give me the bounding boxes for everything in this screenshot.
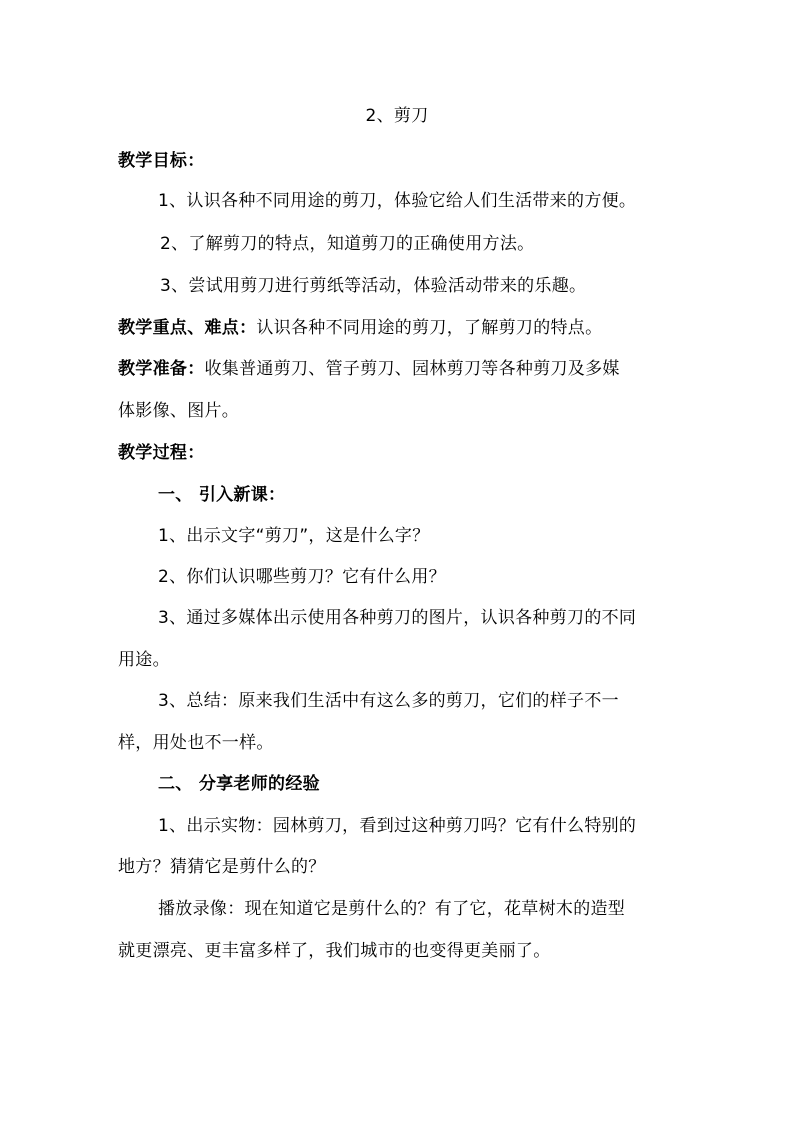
section2-item-continued: 就更漂亮、更丰富多样了，我们城市的也变得更美丽了。 xyxy=(118,941,551,961)
objective-item: 2、了解剪刀的特点，知道剪刀的正确使用方法。 xyxy=(160,234,535,254)
keypoints-label: 教学重点、难点： xyxy=(118,318,257,338)
section1-item: 1、出示文字“剪刀”，这是什么字？ xyxy=(158,526,430,546)
section2-item: 播放录像：现在知道它是剪什么的？有了它，花草树木的造型 xyxy=(158,899,626,919)
section1-heading: 一、 引入新课： xyxy=(158,485,286,505)
section1-item-continued: 样，用处也不一样。 xyxy=(118,733,274,753)
keypoints-text: 认识各种不同用途的剪刀，了解剪刀的特点。 xyxy=(256,318,603,338)
section1-item: 2、你们认识哪些剪刀？它有什么用？ xyxy=(158,567,446,587)
prep-label: 教学准备： xyxy=(118,359,205,379)
document-title: 2、剪刀 xyxy=(365,106,429,126)
section1-item: 3、总结：原来我们生活中有这么多的剪刀，它们的样子不一 xyxy=(158,691,619,711)
section2-item: 1、出示实物：园林剪刀，看到过这种剪刀吗？它有什么特别的 xyxy=(158,816,637,836)
objectives-heading: 教学目标： xyxy=(118,151,205,171)
section1-item: 3、通过多媒体出示使用各种剪刀的图片，认识各种剪刀的不同 xyxy=(158,608,637,628)
section1-item-continued: 用途。 xyxy=(118,650,170,670)
objective-item: 3、尝试用剪刀进行剪纸等活动，体验活动带来的乐趣。 xyxy=(160,276,587,296)
keypoints-paragraph xyxy=(118,317,602,339)
prep-text-continued: 体影像、图片。 xyxy=(118,401,240,421)
objective-item: 1、认识各种不同用途的剪刀，体验它给人们生活带来的方便。 xyxy=(158,191,637,211)
prep-text: 收集普通剪刀、管子剪刀、园林剪刀等各种剪刀及多媒 xyxy=(204,359,620,379)
section2-item-continued: 地方？猜猜它是剪什么的？ xyxy=(118,857,326,877)
section2-heading: 二、 分享老师的经验 xyxy=(158,774,320,794)
process-heading: 教学过程： xyxy=(118,443,205,463)
prep-paragraph xyxy=(118,358,620,380)
